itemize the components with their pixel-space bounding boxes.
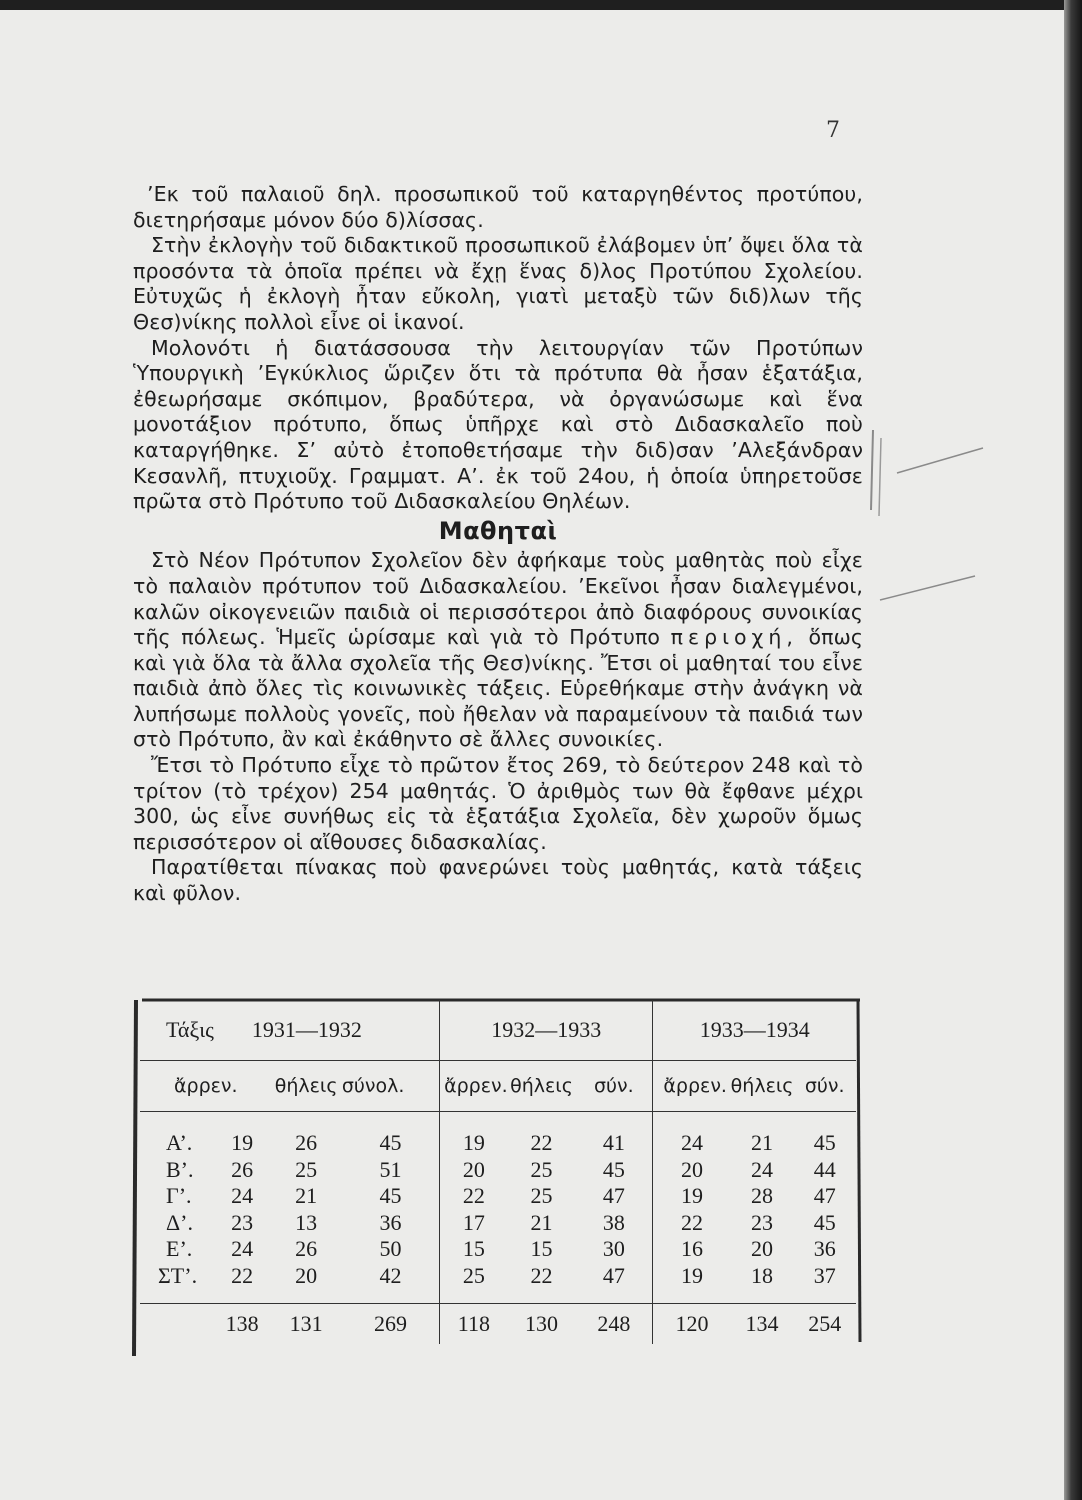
table-class-cell: Ε’. [166, 1236, 193, 1262]
paragraph-table-intro: Παρατίθεται πίνακας ποὺ φανερώνει τοὺς μαθητάς, κατὰ τάξεις καὶ φῦλον. [133, 855, 863, 906]
table-cell: 47 [575, 1183, 653, 1210]
table-cell: 20 [751, 1236, 774, 1262]
table-left-border [134, 1000, 136, 1356]
table-cell: 21 [295, 1183, 318, 1209]
margin-diagonal-mark-2 [880, 576, 975, 600]
table-class-cell: Α’. [166, 1130, 193, 1156]
table-subheader-female: θήλεις [270, 1061, 341, 1112]
table-total-cell: 254 [808, 1311, 842, 1336]
table-row [140, 1157, 856, 1184]
table-subheader-total: σύνολ. [342, 1061, 440, 1112]
table-row [140, 1183, 856, 1210]
table-total-cell: 120 [675, 1311, 709, 1336]
table-cell: 24 [681, 1130, 704, 1156]
table-cell: 23 [231, 1209, 254, 1235]
table-cell: 22 [462, 1183, 485, 1209]
table-class-cell: ΣΤ’. [158, 1262, 198, 1288]
table-cell: 21 [751, 1130, 774, 1156]
table-cell: 22 [530, 1130, 553, 1156]
table-cell: 23 [751, 1209, 774, 1235]
table-total-cell: 118 [457, 1311, 490, 1336]
table-cell: 19 [462, 1130, 485, 1156]
table-cell: 47 [813, 1183, 836, 1209]
table-subheader-female: θήλεις [508, 1061, 576, 1112]
paragraph-student-counts: Ἔτσι τὸ Πρότυπο εἶχε τὸ πρῶτον ἔτος 269, τὸ δεύτερον 248 καὶ τὸ τρίτον (τὸ τρέχον) 254 μαθητάς. Ὁ ἀριθμὸς των θὰ ἔφθανε μέχρι 300, ὡς εἶνε συνήθως εἰς τὰ ἑξατάξια Σχολεῖα, δὲν χωροῦν ὅμως περισσότερον οἱ αἴθουσες διδασκαλίας. [133, 753, 863, 854]
table-cell: 15 [462, 1236, 485, 1262]
table-subheader-female: θήλεις [731, 1061, 794, 1112]
table-cell: 19 [681, 1262, 704, 1288]
table-cell: 28 [751, 1183, 774, 1209]
table-row [140, 1236, 856, 1263]
table-cell: 26 [231, 1156, 254, 1182]
table-cell: 51 [342, 1157, 440, 1184]
table-gap-row [140, 1289, 856, 1304]
table-cell: 45 [575, 1157, 653, 1184]
table-cell: 18 [751, 1262, 774, 1288]
table-cell: 17 [462, 1209, 485, 1235]
table-total-cell: 269 [342, 1304, 440, 1345]
table-totals-row [140, 1304, 856, 1345]
table-row [140, 1210, 856, 1237]
paragraph-teacher-selection: Στὴν ἐκλογὴν τοῦ διδακτικοῦ προσωπικοῦ ἐλάβομεν ὑπ’ ὄψει ὅλα τὰ προσόντα τὰ ὁποῖα πρέπει νὰ ἔχῃ ἕνας δ)λος Προτύπου Σχολείου. Εὐτυχῶς ἡ ἐκλογὴ ἦταν εὔκολη, γιατὶ μεταξὺ τῶν διδ)λων τῆς Θεσ)νίκης πολλοὶ εἶνε οἱ ἱκανοί. [133, 233, 863, 334]
table-total-cell: 130 [524, 1311, 558, 1336]
body-text [133, 182, 863, 907]
document-page [0, 10, 1064, 1500]
margin-vertical-mark-1 [871, 430, 873, 510]
table-right-border [858, 1000, 860, 1342]
table-cell: 26 [295, 1236, 318, 1262]
table-subheader-male: ἄρρεν. [653, 1061, 731, 1112]
table-cell: 44 [813, 1156, 836, 1182]
paragraph-staff-retained: ’Εκ τοῦ παλαιοῦ δηλ. προσωπικοῦ τοῦ καταργηθέντος προτύπου, διετηρήσαμε μόνον δύο δ)λίσσας. [133, 182, 863, 232]
paragraph-student-intake-part-b: ὅπως καὶ γιὰ ὅλα τὰ ἄλλα σχολεῖα τῆς Θεσ)νίκης. Ἔτσι οἱ μαθηταί του εἶνε παιδιὰ ἀπὸ ὅλες τὶς κοινωνικὲς τάξεις. Εὑρεθήκαμε στὴν ἀνάγκη νὰ λυπήσωμε πολλοὺς γονεῖς, ποὺ ἤθελαν νὰ παραμείνουν τὰ παιδιά των στὸ Πρότυπο, ἂν καὶ ἐκάθηντο σὲ ἄλλες συνοικίες. [133, 625, 863, 752]
table-row [140, 1263, 856, 1290]
table-year-header: 1932—1933 [440, 1000, 653, 1061]
page-number: 7 [826, 118, 840, 143]
table-cell: 24 [751, 1156, 774, 1182]
table-spacer-row [140, 1112, 856, 1131]
table-subheader-total: σύν. [793, 1061, 856, 1112]
table-subheader-total: σύν. [575, 1061, 653, 1112]
table-cell: 45 [813, 1130, 836, 1156]
table-class-cell: Γ’. [166, 1183, 192, 1209]
emphasis-word: περιοχή, [670, 625, 798, 650]
paragraph-student-intake [133, 548, 863, 753]
table-cell: 20 [462, 1156, 485, 1182]
table-cell: 47 [575, 1263, 653, 1290]
table-total-cell: 134 [745, 1311, 779, 1336]
section-heading-students: Μαθηταὶ [438, 516, 558, 545]
table-row [140, 1130, 856, 1157]
table-cell: 45 [342, 1130, 440, 1157]
table-year-header-row [140, 1000, 856, 1061]
table-cell: 20 [295, 1262, 318, 1288]
table-cell: 38 [575, 1210, 653, 1237]
table-cell: 36 [342, 1210, 440, 1237]
table-total-cell: 248 [575, 1304, 653, 1345]
table-cell: 36 [813, 1236, 836, 1262]
table-cell: 15 [530, 1236, 553, 1262]
table-cell: 45 [342, 1183, 440, 1210]
table-cell: 16 [681, 1236, 704, 1262]
table-cell: 26 [295, 1130, 318, 1156]
table-class-cell: Β’. [166, 1156, 194, 1182]
table-cell: 19 [231, 1130, 254, 1156]
table-cell: 22 [231, 1262, 254, 1288]
table-cell: 25 [462, 1262, 485, 1288]
table-cell: 37 [813, 1262, 836, 1288]
table-subheader-row [140, 1061, 856, 1112]
table-cell: 20 [681, 1156, 704, 1182]
scan-edge-shadow [1064, 0, 1082, 1500]
table-cell: 25 [530, 1183, 553, 1209]
table-cell: 24 [231, 1183, 254, 1209]
table-corner-label: Τάξις [140, 1000, 214, 1061]
table-cell: 22 [681, 1209, 704, 1235]
table-cell: 21 [530, 1209, 553, 1235]
table-cell: 13 [295, 1209, 318, 1235]
table-cell: 30 [575, 1236, 653, 1263]
table-cell: 25 [295, 1156, 318, 1182]
paragraph-student-intake-part-a: Στὸ Νέον Πρότυπον Σχολεῖον δὲν ἀφήκαμε τοὺς μαθητὰς ποὺ εἶχε τὸ παλαιὸν πρότυπον τοῦ Διδασκαλείου. ’Εκεῖνοι ἦσαν διαλεγμένοι, καλῶν οἰκογενειῶν παιδιὰ οἱ περισσότεροι ἀπὸ διαφόρους συνοικίας τῆς πόλεως. Ἡμεῖς ὡρίσαμε καὶ γιὰ τὸ Πρότυπο [133, 548, 863, 650]
table-subheader-male: ἄρρεν. [440, 1061, 508, 1112]
table-cell: 45 [813, 1209, 836, 1235]
table-year-header: 1933—1934 [653, 1000, 856, 1061]
table-total-cell: 138 [225, 1311, 259, 1336]
table-total-cell: 131 [289, 1311, 323, 1336]
students-table-frame [132, 998, 862, 1358]
margin-diagonal-mark-1 [897, 448, 983, 473]
margin-vertical-mark-2 [879, 438, 881, 516]
table-subheader-male: ἄρρεν. [140, 1061, 270, 1112]
table-cell: 22 [530, 1262, 553, 1288]
table-cell: 42 [342, 1263, 440, 1290]
paragraph-single-class-school: Μολονότι ἡ διατάσσουσα τὴν λειτουργίαν τῶν Προτύπων Ὑπουργικὴ ’Εγκύκλιος ὥριζεν ὅτι τὰ πρότυπα θὰ ἦσαν ἑξατάξια, ἐθεωρήσαμε σκόπιμον, βραδύτερα, νὰ ὀργανώσωμε καὶ ἕνα μονοτάξιον πρότυπο, ὅπως ὑπῆρχε καὶ στὸ Διδασκαλεῖο ποὺ καταργήθηκε. Σ’ αὐτὸ ἐτοποθετήσαμε τὴν διδ)σαν ’Αλεξάνδραν Κεσανλῆ, πτυχιοῦχ. Γραμματ. Α’. ἐκ τοῦ 24ου, ἡ ὁποία ὑπηρετοῦσε πρῶτα στὸ Πρότυπο τοῦ Διδασκαλείου Θηλέων. [133, 335, 863, 514]
table-cell: 25 [530, 1156, 553, 1182]
table-cell: 50 [342, 1236, 440, 1263]
table-cell: 19 [681, 1183, 704, 1209]
table-cell: 24 [231, 1236, 254, 1262]
table-class-cell: Δ’. [166, 1209, 193, 1235]
students-table [140, 1000, 856, 1344]
table-cell: 41 [575, 1130, 653, 1157]
table-year-header: 1931—1932 [214, 1000, 440, 1061]
